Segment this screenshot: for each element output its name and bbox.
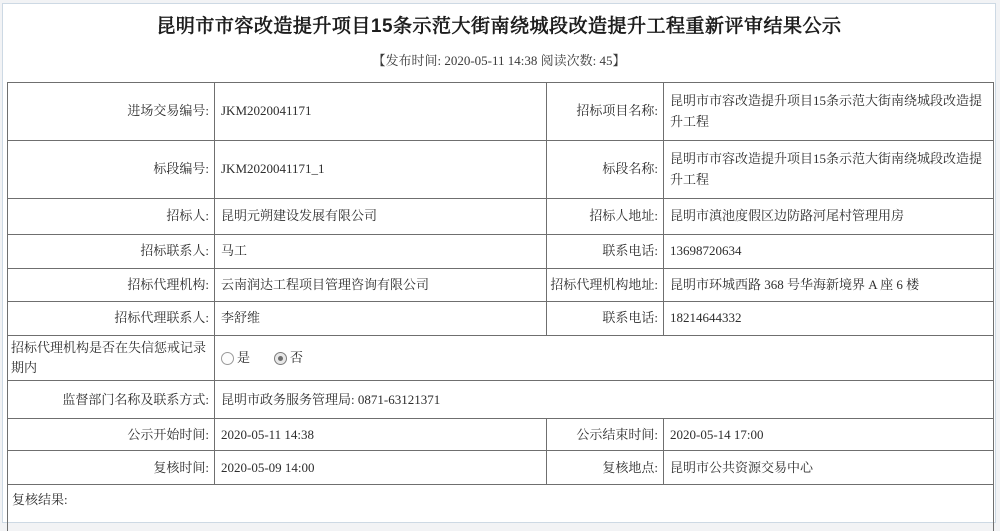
- review-place-value: 昆明市公共资源交易中心: [664, 451, 994, 485]
- dishonesty-record-value: [215, 336, 994, 381]
- tender-contact-label: 招标联系人:: [8, 235, 215, 269]
- tenderee-address-value: 昆明市滇池度假区边防路河尾村管理用房: [664, 199, 994, 235]
- publish-meta: 【发布时间: 2020-05-11 14:38 阅读次数: 45】: [372, 53, 626, 68]
- review-result-label: 复核结果:: [8, 485, 994, 531]
- agency-value: 云南润达工程项目管理咨询有限公司: [215, 269, 547, 302]
- project-name-label: 招标项目名称:: [547, 83, 664, 141]
- tender-phone-label: 联系电话:: [547, 235, 664, 269]
- tenderee-label: 招标人:: [8, 199, 215, 235]
- publicity-end-label: 公示结束时间:: [547, 419, 664, 451]
- publicity-end-value: 2020-05-14 17:00: [664, 419, 994, 451]
- section-number-value: JKM2020041171_1: [215, 141, 547, 199]
- table-row: [8, 199, 994, 235]
- section-name-value: 昆明市市容改造提升项目15条示范大街南绕城段改造提升工程: [664, 141, 994, 199]
- table-row: [8, 381, 994, 419]
- tender-contact-value: 马工: [215, 235, 547, 269]
- table-row: [8, 141, 994, 199]
- agency-address-label: 招标代理机构地址:: [547, 269, 664, 302]
- supervision-dept-label: 监督部门名称及联系方式:: [8, 381, 215, 419]
- section-name-label: 标段名称:: [547, 141, 664, 199]
- announcement-page: [2, 3, 996, 523]
- agency-phone-value: 18214644332: [664, 302, 994, 336]
- section-number-label: 标段编号:: [8, 141, 215, 199]
- agency-label: 招标代理机构:: [8, 269, 215, 302]
- radio-option-no[interactable]: [274, 348, 303, 368]
- supervision-dept-value: 昆明市政务服务管理局: 0871-63121371: [215, 381, 994, 419]
- table-row: [8, 269, 994, 302]
- radio-option-yes[interactable]: [221, 348, 250, 368]
- table-row: [8, 302, 994, 336]
- review-time-value: 2020-05-09 14:00: [215, 451, 547, 485]
- radio-unchecked-icon[interactable]: [221, 352, 234, 365]
- agency-address-value: 昆明市环城西路 368 号华海新境界 A 座 6 楼: [664, 269, 994, 302]
- tenderee-value: 昆明元朔建设发展有限公司: [215, 199, 547, 235]
- dishonesty-record-label: 招标代理机构是否在失信惩戒记录期内: [8, 336, 215, 381]
- trade-number-value: JKM2020041171: [215, 83, 547, 141]
- agency-contact-label: 招标代理联系人:: [8, 302, 215, 336]
- table-row: [8, 235, 994, 269]
- review-place-label: 复核地点:: [547, 451, 664, 485]
- page-title: 昆明市市容改造提升项目15条示范大街南绕城段改造提升工程重新评审结果公示: [156, 16, 842, 37]
- table-row: [8, 419, 994, 451]
- radio-yes-label: 是: [237, 350, 251, 366]
- table-row-dishonesty: [8, 336, 994, 381]
- review-time-label: 复核时间:: [8, 451, 215, 485]
- agency-phone-label: 联系电话:: [547, 302, 664, 336]
- tender-phone-value: 13698720634: [664, 235, 994, 269]
- table-row: [8, 83, 994, 141]
- publicity-start-label: 公示开始时间:: [8, 419, 215, 451]
- trade-number-label: 进场交易编号:: [8, 83, 215, 141]
- tenderee-address-label: 招标人地址:: [547, 199, 664, 235]
- publicity-start-value: 2020-05-11 14:38: [215, 419, 547, 451]
- project-name-value: 昆明市市容改造提升项目15条示范大街南绕城段改造提升工程: [664, 83, 994, 141]
- radio-checked-icon[interactable]: [274, 352, 287, 365]
- table-row-review-result: [8, 485, 994, 531]
- radio-no-label: 否: [290, 350, 304, 366]
- agency-contact-value: 李舒维: [215, 302, 547, 336]
- bid-detail-table: [7, 82, 994, 531]
